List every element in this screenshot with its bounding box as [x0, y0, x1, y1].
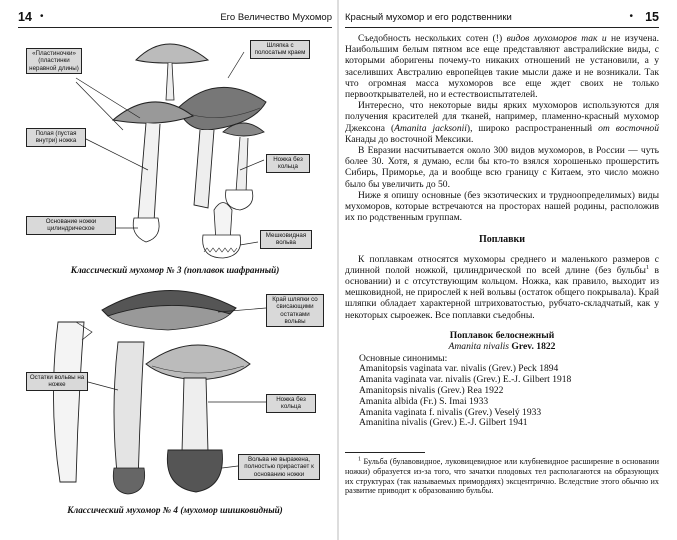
label-volva-fused: Вольва не выражена, полностью прирастает к основанию ножки — [238, 454, 320, 480]
left-running-header — [18, 12, 332, 26]
header-rule — [18, 27, 332, 28]
paragraph: Съедобность нескольких сотен (!) видов мухоморов так и не изучена. Наибольшим белым пятном все еще представляют австралийские виды, с которыми аборигены почему-то никаких отношений не установили, а у заселивших Австралию европейцев такие мысли даже и не возникали. Так что огромная масса мухоморов все еще ждет своих не только первооткрывателей, но и естествоиспытателей. — [345, 33, 659, 101]
label-volva-remains: Остатки вольвы на ножке — [26, 372, 88, 391]
running-title: Его Величество Мухомор — [220, 12, 332, 23]
paragraph: В Евразии насчитывается около 300 видов мухоморов, в России — чуть более 30. Хотя, я думаю, если бы кто-то взялся хорошенько прошерстить Сибирь, Приморье, да и вообще всю границу с Китаем, это число можно было бы увеличить до 50. — [345, 145, 659, 190]
page-number: 14 — [18, 10, 32, 24]
body-text — [345, 33, 659, 429]
figure-caption-1: Классический мухомор № 3 (поплавок шафранный) — [70, 265, 280, 275]
figure-caption-2: Классический мухомор № 4 (мухомор шишковидный) — [67, 505, 283, 515]
label-stem-no-ring: Ножка без кольца — [266, 154, 310, 173]
synonym-item: Amanita vaginata f. nivalis (Grev.) Veselý 1933 — [359, 406, 542, 418]
synonym-item: Amanita vaginata var. nivalis (Grev.) E.-J. Gilbert 1918 — [359, 374, 572, 386]
label-volva: Мешковидная вольва — [260, 230, 312, 249]
figure-cone-amanita — [18, 282, 332, 500]
paragraph: Интересно, что некоторые виды ярких мухоморов используются для получения красителей для тканей, например, пламенно-красный мухомор Джексона (Amanita jacksonii), широко распространенный от восточной Канады до восточной Мексики. — [345, 100, 659, 145]
species-latin-name: Amanita nivalis Grev. 1822 — [448, 341, 556, 353]
left-page — [0, 0, 338, 540]
species-title: Поплавок белоснежный — [449, 329, 555, 341]
label-stem-hollow: Полая (пустая внутри) ножка — [26, 128, 86, 147]
footnote-rule — [345, 452, 425, 453]
label-stem-no-ring-2: Ножка без кольца — [266, 394, 316, 413]
header-rule — [345, 27, 659, 28]
label-cap-striated: Шляпка с полосатым краем — [250, 40, 310, 59]
footnote: $^1$ Бульба (булавовидное, луковицевидное или клубневидное расширение в основании ножки) образуется из-за того, что зачатки плодовых тел располагаются на образующих их структурах (так называемых примордиях) эксцентрично. Вследствие этого обычно их развитие приводит к образованию бульбы. — [345, 456, 659, 496]
label-base-cylindrical: Основание ножки цилиндрическое — [26, 216, 116, 235]
paragraph: К поплавкам относятся мухоморы среднего и маленького размеров с длинной полой ножкой, цилиндрической по всей длине (без бульбы$^1$ в основании) и с отсутствующим кольцом. Ножка, как правило, выходит из мешковидной, не прирослей к ней вольвы (остаток общего покрывала). Край шляпки обладает характерной штриховатостью, рубчато-складчатый, как у некоторых сыроежек. Все поплавки съедобны. — [345, 253, 659, 321]
footnote-ref: 1 — [645, 264, 649, 271]
section-heading: Поплавки — [478, 234, 526, 246]
page-number: 15 — [645, 10, 659, 24]
figure-saffron-grisette — [18, 30, 332, 262]
synonyms-list — [345, 364, 659, 429]
label-cap-edge: Край шляпки со свисающими остатками вольвы — [266, 294, 324, 327]
synonyms-title: Основные синонимы: — [359, 353, 448, 365]
synonym-item: Amanitopsis nivalis (Grev.) Rea 1922 — [359, 385, 504, 397]
paragraph: Ниже я опишу основные (без экзотических и трудноопределимых) виды мухоморов, которые встречаются на просторах нашей родины, расположив их по родственным группам. — [345, 189, 659, 224]
right-page — [339, 0, 677, 540]
header-bullet: • — [40, 11, 44, 22]
synonym-item: Amanitina nivalis (Grev.) E.-J. Gilbert 1941 — [359, 417, 528, 429]
running-title: Красный мухомор и его родственники — [345, 12, 512, 23]
right-running-header — [345, 12, 659, 26]
synonym-item: Amanita albida (Fr.) S. Imai 1933 — [359, 395, 489, 407]
label-plates: «Пластиночки» (пластинки неравной длины) — [26, 48, 82, 74]
synonym-item: Amanitopsis vaginata var. nivalis (Grev.) Peck 1894 — [359, 363, 559, 375]
header-bullet: • — [629, 11, 633, 22]
